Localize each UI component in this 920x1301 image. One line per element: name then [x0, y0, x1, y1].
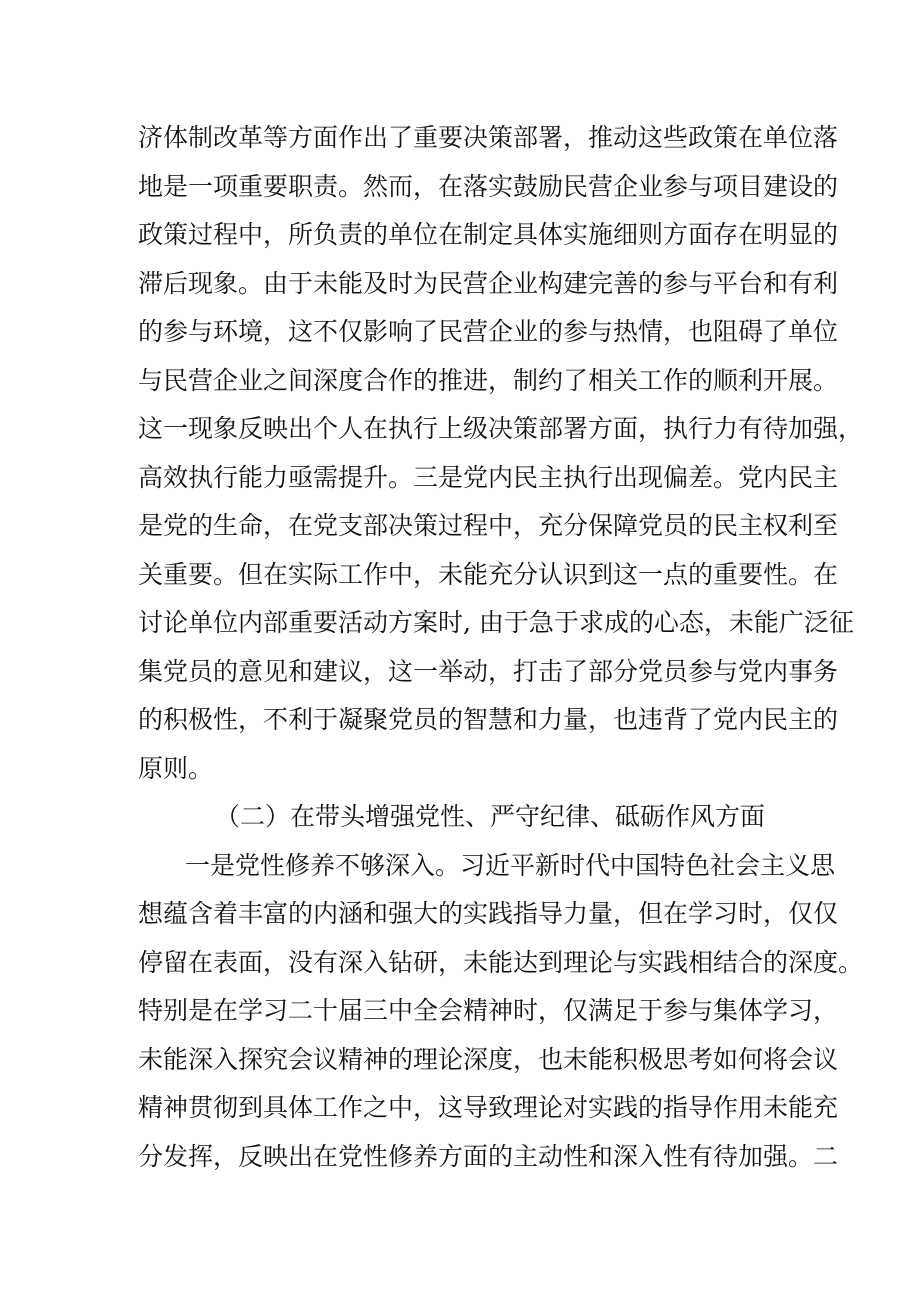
- body-text-line: 想蕴含着丰富的内涵和强大的实践指导力量，但在学习时，仅仅: [138, 899, 839, 928]
- body-text-line: 的参与环境，这不仅影响了民营企业的参与热情，也阻碍了单位: [138, 317, 839, 346]
- body-text-line: 原则。: [138, 754, 214, 783]
- body-text-line: 特别是在学习二十届三中全会精神时，仅满足于参与集体学习，: [138, 996, 839, 1025]
- body-text-line: 的积极性，不利于凝聚党员的智慧和力量，也违背了党内民主的: [138, 705, 839, 734]
- body-text-line: 滞后现象。由于未能及时为民营企业构建完善的参与平台和有利: [138, 269, 839, 298]
- body-text-line: 政策过程中，所负责的单位在制定具体实施细则方面存在明显的: [138, 220, 839, 249]
- body-text-line: 是党的生命，在党支部决策过程中，充分保障党员的民主权利至: [138, 511, 839, 540]
- body-text-line: 高效执行能力亟需提升。三是党内民主执行出现偏差。党内民主: [138, 463, 839, 492]
- body-text-line: 精神贯彻到具体工作之中，这导致理论对实践的指导作用未能充: [138, 1093, 839, 1122]
- body-text-line: 与民营企业之间深度合作的推进，制约了相关工作的顺利开展。: [138, 366, 839, 395]
- section-heading: （二）在带头增强党性、严守纪律、砥砺作风方面: [215, 802, 766, 831]
- body-text-line: 停留在表面，没有深入钻研，未能达到理论与实践相结合的深度。: [138, 948, 864, 977]
- body-text-line: 关重要。但在实际工作中，未能充分认识到这一点的重要性。在: [138, 560, 839, 589]
- body-text-line: 讨论单位内部重要活动方案时, 由于急于求成的心态，未能广泛征: [138, 608, 854, 637]
- body-text-line: 济体制改革等方面作出了重要决策部署，推动这些政策在单位落: [138, 123, 839, 152]
- body-text-line: 集党员的意见和建议，这一举动，打击了部分党员参与党内事务: [138, 657, 839, 686]
- body-text-line: 地是一项重要职责。然而，在落实鼓励民营企业参与项目建设的: [138, 172, 839, 201]
- body-text-line: 未能深入探究会议精神的理论深度，也未能积极思考如何将会议: [138, 1045, 839, 1074]
- paragraph-first-line: 一是党性修养不够深入。习近平新时代中国特色社会主义思: [185, 851, 836, 880]
- body-text-line: 分发挥，反映出在党性修养方面的主动性和深入性有待加强。二: [138, 1142, 839, 1171]
- body-text-line: 这一现象反映出个人在执行上级决策部署方面，执行力有待加强，: [138, 414, 864, 443]
